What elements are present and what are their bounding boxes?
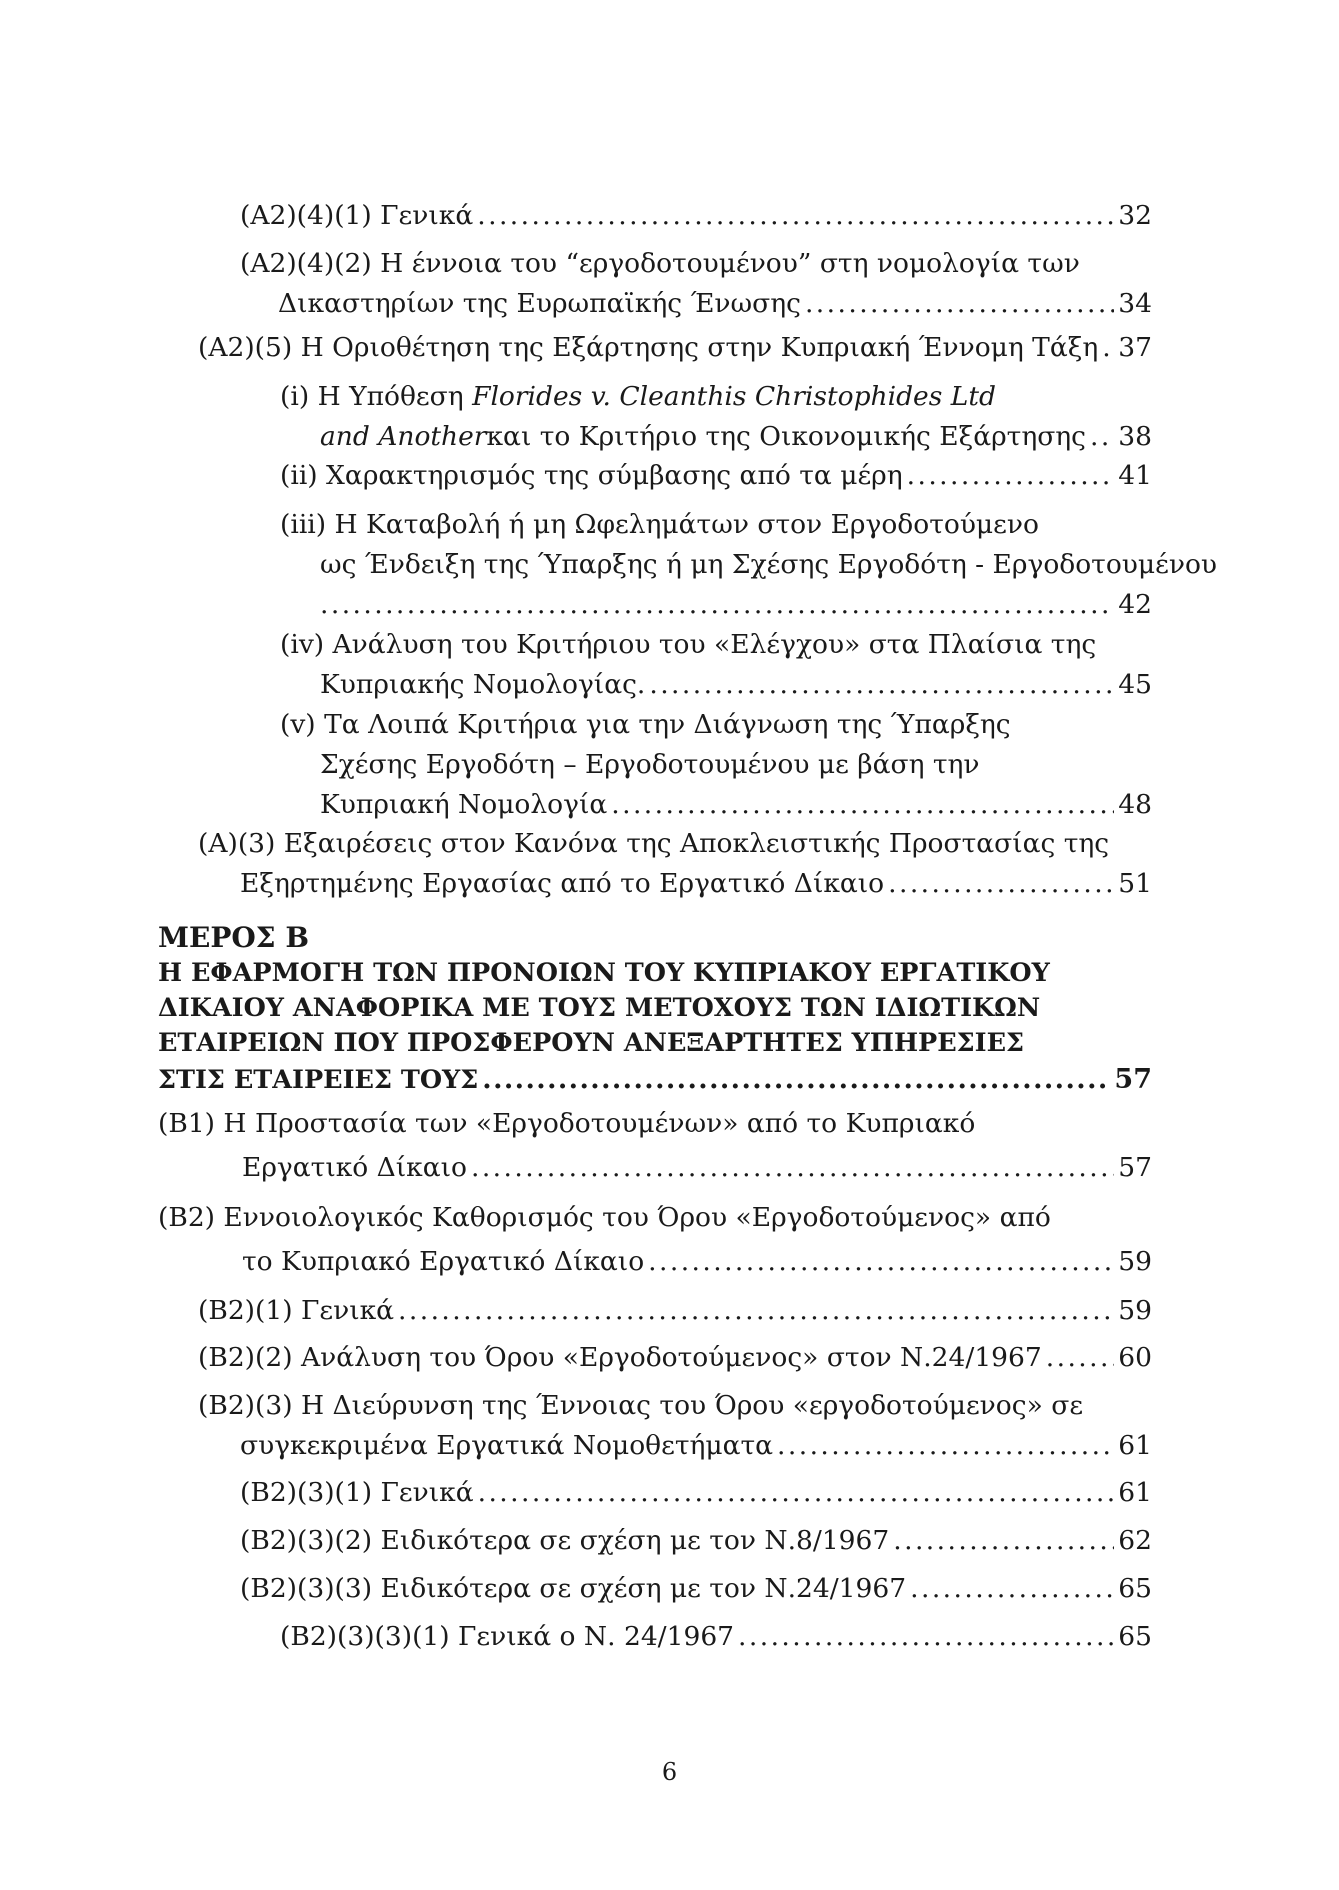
- toc-page-number: 61: [1118, 1430, 1152, 1461]
- toc-page-number: 59: [1118, 1246, 1152, 1277]
- dot-leader: [611, 785, 1114, 825]
- toc-entry-title-continued: Σχέσης Εργοδότη – Εργοδοτουμένου με βάση την: [320, 749, 980, 780]
- toc-page-number: 57: [1114, 1064, 1152, 1095]
- toc-entry-title-continued: Δικαστηρίων της Ευρωπαϊκής Ένωσης: [278, 288, 801, 319]
- toc-entry: [240, 196, 1152, 236]
- toc-page-number: 41: [1118, 460, 1152, 491]
- toc-entry-title: (Β2)(2) Ανάλυση του Όρου «Εργοδοτούμενος» στον Ν.24/1967: [198, 1342, 1042, 1373]
- toc-page-number: 48: [1118, 789, 1152, 820]
- toc-page-number: 32: [1118, 200, 1152, 231]
- toc-entry: [240, 244, 1152, 324]
- toc-entry-title: (Β2)(3)(1) Γενικά: [240, 1477, 474, 1508]
- dot-leader: [648, 1242, 1114, 1282]
- toc-entry-title: (Β2) Εννοιολογικός Καθορισμός του Όρου «Εργοδοτούμενος» από: [158, 1202, 1051, 1233]
- dot-leader: [1090, 417, 1114, 457]
- toc-entry-title-continued: ως Ένδειξη της Ύπαρξης ή μη Σχέσης Εργοδότη - Εργοδοτουμένου: [320, 549, 1218, 580]
- toc-entry: [198, 1386, 1152, 1466]
- toc-entry: [240, 1473, 1152, 1513]
- toc-entry-title: (iv) Ανάλυση του Κριτήριου του «Ελέγχου» στα Πλαίσια της: [280, 629, 1097, 660]
- part-subtitle-line: ΣΤΙΣ ΕΤΑΙΡΕΙΕΣ ΤΟΥΣ: [158, 1065, 479, 1095]
- toc-entry: [240, 1569, 1152, 1609]
- case-name: Florides v. Cleanthis Christophides Ltd: [472, 381, 996, 412]
- toc-entry-title: (ii) Χαρακτηρισμός της σύμβασης από τα μέρη: [280, 460, 903, 491]
- toc-entry: [158, 1198, 1152, 1282]
- dot-leader: [805, 284, 1114, 324]
- toc-entry-title-continued: Κυπριακή Νομολογία: [320, 789, 608, 820]
- toc-entry: [198, 1291, 1152, 1331]
- toc-entry-title: (Α2)(4)(1) Γενικά: [240, 200, 474, 231]
- toc-page-number: 57: [1118, 1152, 1152, 1183]
- part-title: ΜΕΡΟΣ Β: [158, 921, 309, 954]
- toc-entry-title: (Β2)(3) Η Διεύρυνση της Έννοιας του Όρου «εργοδοτούμενος» σε: [198, 1390, 1084, 1421]
- page-number: 6: [661, 1758, 678, 1786]
- dot-leader: [471, 1148, 1114, 1188]
- toc-entry-title: (Α)(3) Εξαιρέσεις στον Κανόνα της Αποκλειστικής Προστασίας της: [198, 828, 1110, 859]
- part-subtitle-line: ΔΙΚΑΙΟΥ ΑΝΑΦΟΡΙΚΑ ΜΕ ΤΟΥΣ ΜΕΤΟΧΟΥΣ ΤΩΝ ΙΔΙΩΤΙΚΩΝ: [158, 993, 1041, 1023]
- dot-leader: [1046, 1338, 1115, 1378]
- toc-entry-title-continued: και το Κριτήριο της Οικονομικής Εξάρτησης: [486, 421, 1087, 452]
- toc-entry: [198, 1338, 1152, 1378]
- toc-entry-title: (Β1) Η Προστασία των «Εργοδοτουμένων» από το Κυπριακό: [158, 1108, 976, 1139]
- toc-entry: [198, 328, 1152, 368]
- toc-entry: [280, 505, 1218, 625]
- dot-leader: [907, 456, 1115, 496]
- toc-entry: [280, 456, 1152, 496]
- toc-entry: [198, 824, 1152, 904]
- toc-entry-title: (iii) Η Καταβολή ή μη Ωφελημάτων στον Εργοδοτούμενο: [280, 509, 1039, 540]
- toc-page-number: 60: [1118, 1342, 1152, 1373]
- toc-entry: [280, 377, 1152, 457]
- dot-leader: [910, 1569, 1114, 1609]
- dot-leader: [777, 1426, 1114, 1466]
- part-subtitle-line: ΕΤΑΙΡΕΙΩΝ ΠΟΥ ΠΡΟΣΦΕΡΟΥΝ ΑΝΕΞΑΡΤΗΤΕΣ ΥΠΗΡΕΣΙΕΣ: [158, 1028, 1025, 1058]
- toc-page-number: 59: [1118, 1295, 1152, 1326]
- toc-entry-title: (Β2)(3)(2) Ειδικότερα σε σχέση με τον Ν.8/1967: [240, 1525, 890, 1556]
- toc-entry-title-continued: Εξηρτημένης Εργασίας από το Εργατικό Δίκαιο: [240, 868, 885, 899]
- part-subtitle-line: Η ΕΦΑΡΜΟΓΗ ΤΩΝ ΠΡΟΝΟΙΩΝ ΤΟΥ ΚΥΠΡΙΑΚΟΥ ΕΡΓΑΤΙΚΟΥ: [158, 958, 1050, 988]
- toc-entry: [158, 1104, 1152, 1188]
- toc-entry-title-continued: Κυπριακής Νομολογίας.: [320, 669, 646, 700]
- toc-page-number: 61: [1118, 1477, 1152, 1508]
- toc-entry: [240, 1521, 1152, 1561]
- toc-entry-title: (v) Τα Λοιπά Κριτήρια για την Διάγνωση της Ύπαρξης: [280, 709, 1011, 740]
- toc-entry: [280, 705, 1152, 825]
- dot-leader: [649, 665, 1114, 705]
- dot-leader: [482, 1061, 1110, 1099]
- toc-entry: [280, 1617, 1152, 1657]
- dot-leader: [1102, 328, 1114, 368]
- part-heading: [158, 920, 1152, 1099]
- toc-page-number: 37: [1118, 332, 1152, 363]
- dot-leader: [478, 1473, 1115, 1513]
- toc-entry-title: (i) Η Υπόθεση Florides v. Cleanthis Christophides Ltd: [280, 381, 996, 412]
- toc-page-number: 34: [1118, 288, 1152, 319]
- toc-page-number: 51: [1118, 868, 1152, 899]
- dot-leader: [398, 1291, 1114, 1331]
- toc-entry-title-continued: το Κυπριακό Εργατικό Δίκαιο: [242, 1246, 645, 1277]
- toc-entry-title: (Α2)(5) Η Οριοθέτηση της Εξάρτησης στην Κυπριακή Έννομη Τάξη: [198, 332, 1099, 363]
- toc-entry-title: (Β2)(3)(3) Ειδικότερα σε σχέση με τον Ν.24/1967: [240, 1573, 907, 1604]
- toc-entry-title-continued: Εργατικό Δίκαιο: [242, 1152, 467, 1183]
- toc-page-number: 62: [1118, 1525, 1152, 1556]
- toc-page-number: 45: [1118, 669, 1152, 700]
- toc-entry-title-continued: συγκεκριμένα Εργατικά Νομοθετήματα: [240, 1430, 774, 1461]
- toc-page-number: 65: [1118, 1621, 1152, 1652]
- toc-page-number: 42: [1118, 589, 1152, 620]
- dot-leader: [888, 864, 1114, 904]
- toc-entry-title: (Β2)(3)(3)(1) Γενικά ο Ν. 24/1967: [280, 1621, 735, 1652]
- dot-leader: [893, 1521, 1114, 1561]
- dot-leader: [477, 196, 1114, 236]
- dot-leader: [738, 1617, 1114, 1657]
- dot-leader: [320, 585, 1114, 625]
- toc-entry-title: (Β2)(1) Γενικά: [198, 1295, 395, 1326]
- toc-entry: [280, 625, 1152, 705]
- toc-page-number: 65: [1118, 1573, 1152, 1604]
- case-name-continued: and Another: [320, 421, 487, 452]
- toc-entry-title: (Α2)(4)(2) Η έννοια του “εργοδοτουμένου” στη νομολογία των: [240, 248, 1080, 279]
- toc-page-number: 38: [1118, 421, 1152, 452]
